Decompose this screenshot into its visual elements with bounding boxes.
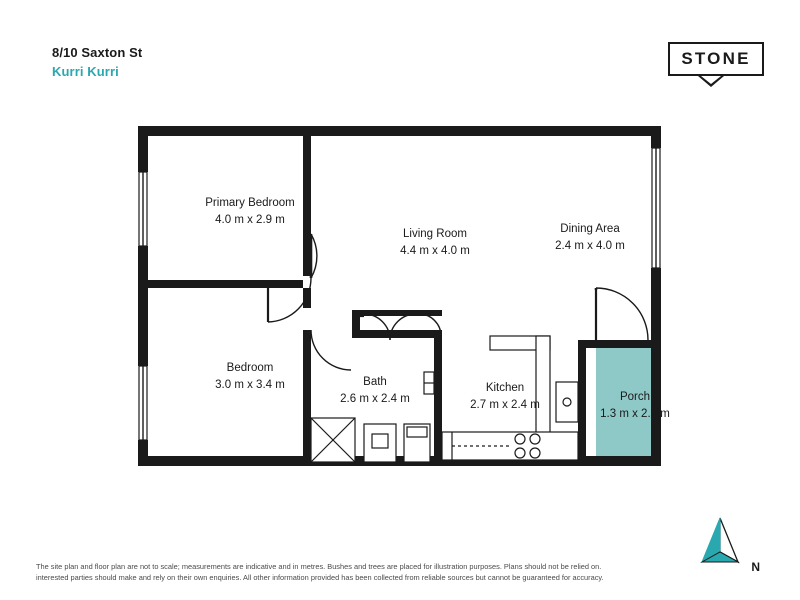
room-dimensions: 4.4 m x 4.0 m bbox=[400, 244, 470, 257]
compass-north-label: N bbox=[751, 560, 760, 574]
disclaimer-text bbox=[36, 561, 726, 583]
room-label-dining-area bbox=[505, 221, 675, 254]
wall-exterior-left-middle bbox=[138, 246, 148, 366]
wall-exterior-top bbox=[138, 126, 658, 136]
wall-exterior-left-upper bbox=[138, 126, 148, 172]
room-name: Bath bbox=[363, 376, 387, 388]
disclaimer-line-2: interested parties should make and rely on their own enquiries. All other information provided has been collected from reliable sources but cannot be guaranteed for accuracy. bbox=[36, 573, 604, 583]
room-dimensions: 2.4 m x 4.0 m bbox=[555, 239, 625, 252]
wall-interior-bedrooms bbox=[138, 280, 303, 288]
room-name: Bedroom bbox=[226, 362, 274, 374]
wall-exterior-right-upper bbox=[651, 126, 661, 148]
room-dimensions: 4.0 m x 2.9 m bbox=[215, 213, 285, 226]
room-name: Porch bbox=[619, 391, 651, 403]
wall-exterior-left-lower bbox=[138, 440, 148, 466]
address-street: 8/10 Saxton St bbox=[52, 45, 143, 60]
room-label-bath bbox=[310, 374, 440, 407]
disclaimer-line-1: The site plan and floor plan are not to scale; measurements are indicative and in metres. Bushes and trees are placed for illustration purposes. Plans should not be relied on. bbox=[36, 562, 602, 571]
room-label-living-room bbox=[345, 226, 525, 259]
room-label-porch bbox=[570, 389, 700, 422]
room-name: Dining Area bbox=[560, 223, 620, 235]
address-suburb: Kurri Kurri bbox=[52, 63, 119, 79]
room-name: Kitchen bbox=[485, 382, 525, 394]
room-name: Living Room bbox=[403, 228, 467, 240]
room-dimensions: 1.3 m x 2.2 m bbox=[600, 407, 670, 420]
room-name: Primary Bedroom bbox=[205, 197, 295, 209]
room-dimensions: 2.6 m x 2.4 m bbox=[340, 392, 410, 405]
wall-interior-porch-top bbox=[586, 340, 661, 348]
wall-interior-bath-left bbox=[352, 310, 360, 338]
room-dimensions: 3.0 m x 3.4 m bbox=[215, 378, 285, 391]
room-label-primary-bedroom bbox=[140, 195, 360, 228]
wall-exterior-right-lower bbox=[651, 268, 661, 466]
room-dimensions: 2.7 m x 2.4 m bbox=[470, 398, 540, 411]
wall-interior-bath-top bbox=[352, 330, 442, 338]
logo-text: STONE bbox=[681, 49, 751, 68]
room-label-kitchen bbox=[440, 380, 570, 413]
